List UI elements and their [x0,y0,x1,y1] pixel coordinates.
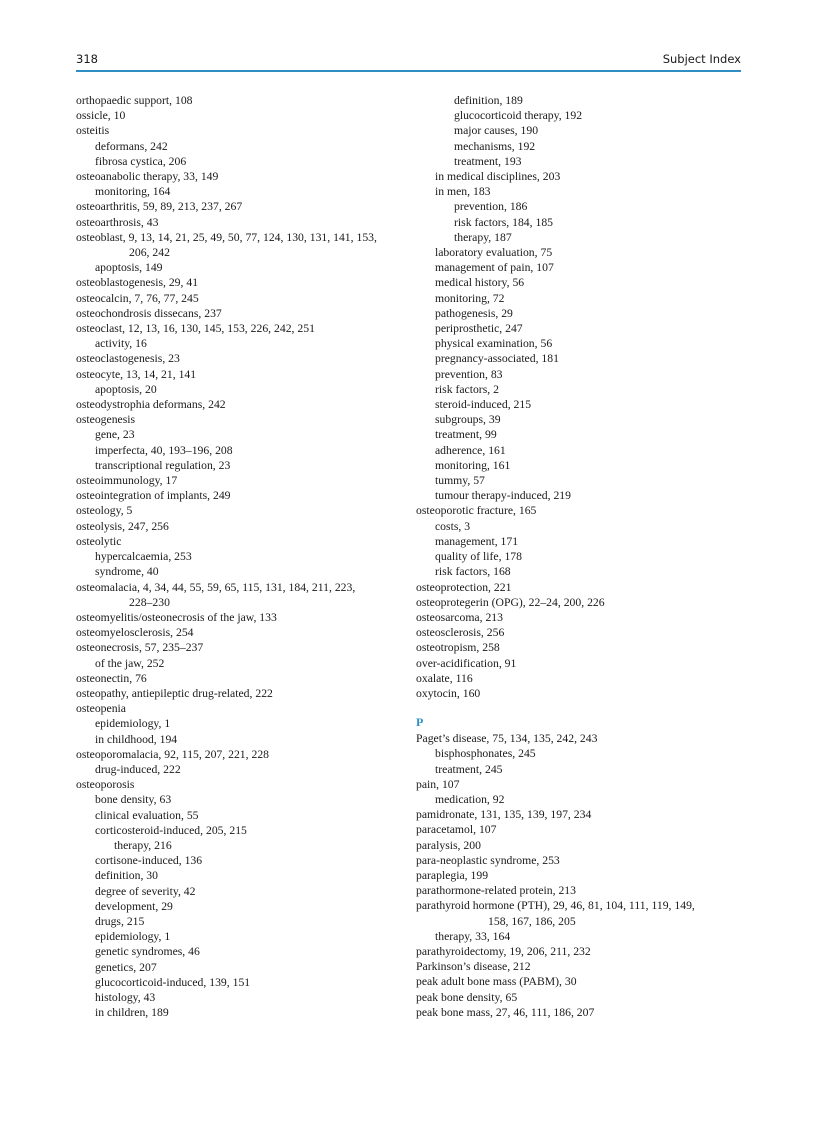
index-entry: osteogenesis [76,413,136,427]
index-entry: Parkinson’s disease, 212 [416,960,531,974]
index-subentry: therapy, 33, 164 [435,929,511,943]
index-subentry: laboratory evaluation, 75 [435,246,553,260]
index-entry: osteoporomalacia, 92, 115, 207, 221, 228 [76,747,270,761]
index-entry: osteolytic [76,534,122,548]
index-subentry: in children, 189 [95,1006,169,1020]
index-subentry: activity, 16 [95,337,147,351]
index-entry: osteolysis, 247, 256 [76,519,169,533]
header-rule [76,70,741,72]
index-column-left [76,93,394,1020]
index-subentry: costs, 3 [435,519,471,533]
running-title: Subject Index [662,52,741,66]
index-subsubentry: therapy, 216 [114,838,172,852]
index-entry: peak bone mass, 27, 46, 111, 186, 207 [416,1005,595,1019]
index-entry: osteoarthrosis, 43 [76,215,159,229]
index-subentry: apoptosis, 149 [95,261,163,275]
index-subentry: tummy, 57 [435,474,485,488]
index-subentry: epidemiology, 1 [95,930,171,944]
index-entry: orthopaedic support, 108 [76,94,193,107]
index-subentry: in medical disciplines, 203 [435,170,561,184]
index-entry: osteoclast, 12, 13, 16, 130, 145, 153, 226, 242, 251 [76,322,315,336]
index-entry: osteochondrosis dissecans, 237 [76,306,222,320]
index-subentry: cortisone-induced, 136 [95,854,203,868]
index-entry: osteoblast, 9, 13, 14, 21, 25, 49, 50, 77, 124, 130, 131, 141, 153, [76,230,377,244]
index-subentry: deformans, 242 [95,139,168,153]
index-subsubentry: therapy, 187 [454,230,512,244]
index-entry: osteoporosis [76,778,135,792]
index-entry: pamidronate, 131, 135, 139, 197, 234 [416,808,592,822]
index-subentry: risk factors, 2 [435,382,499,396]
index-entry: parathormone-related protein, 213 [416,884,576,898]
index-entry-continuation: 228–230 [129,595,170,609]
index-entry-continuation: 206, 242 [129,246,170,260]
index-entry: osteoclastogenesis, 23 [76,352,180,366]
index-entry: over-acidification, 91 [416,656,517,670]
index-entry: ossicle, 10 [76,109,126,123]
index-entry: osteosclerosis, 256 [416,626,505,640]
index-subentry: drug-induced, 222 [95,762,181,776]
index-subentry: physical examination, 56 [435,337,553,351]
index-subentry: monitoring, 72 [435,291,505,305]
index-subentry: genetics, 207 [95,960,157,974]
index-subentry: in childhood, 194 [95,732,178,746]
index-entry: osteotropism, 258 [416,641,500,655]
index-entry: osteoprotection, 221 [416,580,512,594]
index-subsubentry: treatment, 193 [454,154,522,168]
index-subentry: bone density, 63 [95,793,172,807]
index-entry: osteocalcin, 7, 76, 77, 245 [76,291,199,305]
index-entry: osteopenia [76,702,126,716]
index-entry: peak bone density, 65 [416,990,518,1004]
index-entry: osteocyte, 13, 14, 21, 141 [76,367,197,381]
index-entry: pain, 107 [416,777,460,791]
index-subentry: histology, 43 [95,990,156,1004]
index-subentry: pathogenesis, 29 [435,306,513,320]
index-subentry: glucocorticoid-induced, 139, 151 [95,975,251,989]
index-subentry: of the jaw, 252 [95,656,165,670]
index-entry: osteomyelosclerosis, 254 [76,626,194,640]
index-subentry: genetic syndromes, 46 [95,945,200,959]
index-entry: osteonecrosis, 57, 235–237 [76,641,204,655]
index-subentry: clinical evaluation, 55 [95,808,199,822]
index-entry: parathyroidectomy, 19, 206, 211, 232 [416,944,591,958]
index-entry: osteointegration of implants, 249 [76,489,231,503]
index-entry: Paget’s disease, 75, 134, 135, 242, 243 [416,732,598,746]
index-subentry: monitoring, 161 [435,458,511,472]
index-subentry: management of pain, 107 [435,261,554,275]
index-subentry: hypercalcaemia, 253 [95,550,192,564]
index-subentry: tumour therapy-induced, 219 [435,489,571,503]
index-subentry: gene, 23 [95,428,135,442]
index-subentry: treatment, 99 [435,428,497,442]
index-entry: osteopathy, antiepileptic drug-related, 222 [76,686,273,700]
index-entry: osteoarthritis, 59, 89, 213, 237, 267 [76,200,243,214]
index-subentry: epidemiology, 1 [95,717,171,731]
index-subsubentry: mechanisms, 192 [454,139,536,153]
index-entry: parathyroid hormone (PTH), 29, 46, 81, 104, 111, 119, 149, [416,899,695,913]
page-header [76,52,741,70]
index-entry: osteonectin, 76 [76,671,147,685]
index-entry: peak adult bone mass (PABM), 30 [416,975,577,989]
index-entry: osteoporotic fracture, 165 [416,504,537,518]
index-entry: osteosarcoma, 213 [416,610,503,624]
section-letter: P [416,715,424,730]
index-entry: osteitis [76,124,110,138]
index-entry: paracetamol, 107 [416,823,497,837]
index-subentry: transcriptional regulation, 23 [95,458,231,472]
index-entry: para-neoplastic syndrome, 253 [416,853,560,867]
index-entry: osteology, 5 [76,504,133,518]
index-entry: osteomyelitis/osteonecrosis of the jaw, 133 [76,610,277,624]
index-subentry: apoptosis, 20 [95,382,157,396]
index-subentry: management, 171 [435,534,519,548]
index-subentry: imperfecta, 40, 193–196, 208 [95,443,233,457]
index-entry: osteodystrophia deformans, 242 [76,398,226,412]
index-subentry: pregnancy-associated, 181 [435,352,559,366]
index-entry: osteoimmunology, 17 [76,474,178,488]
index-subentry: development, 29 [95,899,173,913]
index-subentry: degree of severity, 42 [95,884,196,898]
index-entry: oxytocin, 160 [416,686,481,700]
index-subentry: subgroups, 39 [435,413,501,427]
index-subentry: definition, 30 [95,869,158,883]
index-subsubentry: risk factors, 184, 185 [454,215,554,229]
index-subentry: in men, 183 [435,185,491,199]
index-subentry: bisphosphonates, 245 [435,747,536,761]
index-subentry: medical history, 56 [435,276,525,290]
index-subentry: risk factors, 168 [435,565,511,579]
index-subentry: syndrome, 40 [95,565,159,579]
index-entry: osteoprotegerin (OPG), 22–24, 200, 226 [416,595,605,609]
index-subentry: fibrosa cystica, 206 [95,154,187,168]
index-subentry: prevention, 83 [435,367,503,381]
index-entry-continuation: 158, 167, 186, 205 [488,914,576,928]
index-subsubentry: glucocorticoid therapy, 192 [454,109,583,123]
page-number: 318 [76,52,98,66]
index-column-right [416,93,742,1020]
index-entry: osteomalacia, 4, 34, 44, 55, 59, 65, 115, 131, 184, 211, 223, [76,580,356,594]
index-subentry: treatment, 245 [435,762,503,776]
index-subsubentry: major causes, 190 [454,124,539,138]
index-subsubentry: prevention, 186 [454,200,528,214]
index-subentry: medication, 92 [435,792,505,806]
index-subentry: monitoring, 164 [95,185,171,199]
index-subentry: periprosthetic, 247 [435,322,523,336]
index-entry: oxalate, 116 [416,671,473,685]
index-subsubentry: definition, 189 [454,94,523,107]
index-subentry: quality of life, 178 [435,550,522,564]
index-entry: osteoanabolic therapy, 33, 149 [76,170,219,184]
index-subentry: steroid-induced, 215 [435,398,532,412]
index-subentry: drugs, 215 [95,914,145,928]
index-entry: paralysis, 200 [416,838,481,852]
index-entry: paraplegia, 199 [416,868,489,882]
index-subentry: corticosteroid-induced, 205, 215 [95,823,247,837]
index-entry: osteoblastogenesis, 29, 41 [76,276,199,290]
index-subentry: adherence, 161 [435,443,506,457]
